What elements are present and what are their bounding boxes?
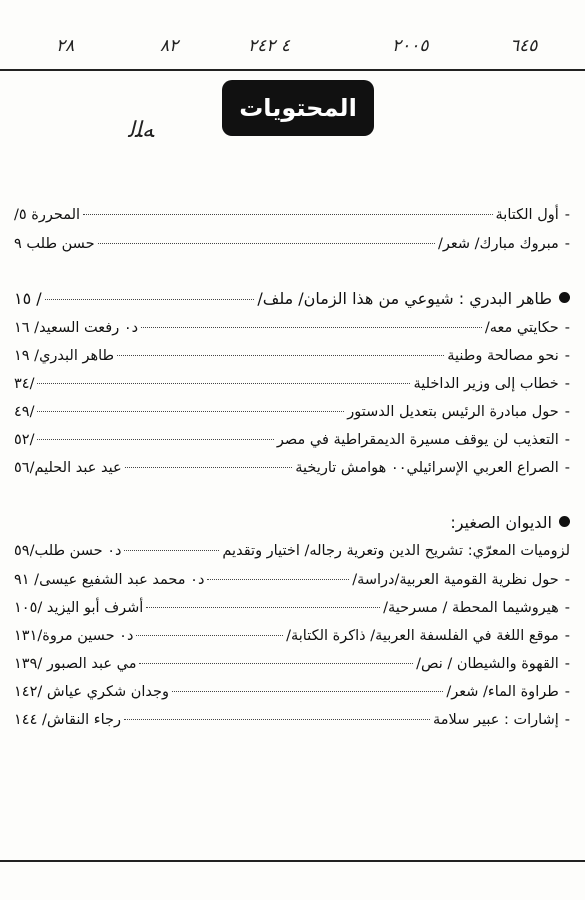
entry-page: حسن طلب ٩	[14, 236, 95, 252]
dot-leader	[125, 467, 293, 468]
handwritten-note-year: ٢٠٠٥	[392, 36, 429, 56]
toc-entry	[14, 374, 570, 394]
entry-page: أشرف أبو اليزيد /١٠٥	[14, 600, 144, 616]
entry-page: مي عبد الصبور /١٣٩	[14, 656, 137, 672]
bullet-icon	[559, 516, 570, 527]
toc-entry	[14, 598, 570, 618]
toc-entry	[14, 205, 570, 225]
entry-page: رجاء النقاش/ ١٤٤	[14, 712, 121, 728]
entry-page: /٣٤	[14, 376, 35, 392]
entry-bullet: -	[564, 320, 570, 336]
section-page: / ١٥	[14, 289, 42, 308]
bottom-rule	[0, 860, 585, 862]
entry-title: حول نظرية القومية العربية/دراسة/	[352, 572, 559, 588]
toc-entry	[14, 654, 570, 674]
toc-entry	[14, 458, 570, 478]
entry-page: د٠ حسن طلب/٥٩	[14, 543, 122, 559]
dot-leader	[146, 607, 380, 608]
entry-title: لزوميات المعرّي: تشريح الدين وتعرية رجاله/ اختيار وتقديم	[222, 543, 570, 559]
entry-bullet: -	[564, 348, 570, 364]
entry-bullet: -	[564, 572, 570, 588]
toc-entry	[14, 234, 570, 254]
entry-page: /٥٢	[14, 432, 35, 448]
top-rule	[0, 69, 585, 71]
entry-title: نحو مصالحة وطنية	[447, 348, 559, 364]
entry-page: د٠ محمد عبد الشفيع عيسى/ ٩١	[14, 572, 205, 588]
dot-leader	[139, 663, 413, 664]
entry-title: مبروك مبارك/ شعر/	[438, 236, 559, 252]
dot-leader	[83, 214, 492, 215]
entry-bullet: -	[564, 656, 570, 672]
toc-entry	[14, 402, 570, 422]
dot-leader	[124, 550, 219, 551]
entry-page: عيد عبد الحليم/٥٦	[14, 460, 122, 476]
entry-bullet: -	[564, 404, 570, 420]
entry-bullet: -	[564, 460, 570, 476]
section-heading	[14, 288, 570, 310]
section-title: طاهر البدري : شيوعي من هذا الزمان/ ملف/	[257, 289, 552, 308]
dot-leader	[37, 439, 273, 440]
entry-title: أول الكتابة	[495, 207, 559, 223]
entry-title: طراوة الماء/ شعر/	[446, 684, 559, 700]
entry-title: حكايتي معه/	[484, 320, 559, 336]
entry-bullet: -	[564, 628, 570, 644]
entry-title: خطاب إلى وزير الداخلية	[413, 376, 559, 392]
entry-bullet: -	[564, 376, 570, 392]
toc-entry	[14, 318, 570, 338]
toc-entry	[14, 626, 570, 646]
entry-title: الصراع العربي الإسرائيلي٠٠ هوامش تاريخية	[295, 460, 559, 476]
toc-entry	[14, 541, 570, 561]
dot-leader	[45, 299, 255, 300]
entry-bullet: -	[564, 207, 570, 223]
toc-entry	[14, 682, 570, 702]
entry-page: طاهر البدري/ ١٩	[14, 348, 115, 364]
toc-entry	[14, 710, 570, 730]
entry-bullet: -	[564, 684, 570, 700]
entry-bullet: -	[564, 432, 570, 448]
entry-title: حول مبادرة الرئيس بتعديل الدستور	[347, 404, 559, 420]
dot-leader	[172, 691, 443, 692]
dot-leader	[207, 579, 349, 580]
entry-bullet: -	[564, 600, 570, 616]
entry-page: د٠ رفعت السعيد/ ١٦	[14, 320, 139, 336]
handwritten-note-count: ٢٨	[56, 36, 75, 56]
entry-bullet: -	[564, 236, 570, 252]
dot-leader	[141, 327, 482, 328]
entry-title: هيروشيما المحطة / مسرحية/	[383, 600, 559, 616]
entry-title: القهوة والشيطان / نص/	[416, 656, 559, 672]
title-box	[222, 80, 374, 136]
bullet-icon	[559, 292, 570, 303]
toc-entry	[14, 570, 570, 590]
toc-entry	[14, 346, 570, 366]
page-title: المحتويات	[239, 94, 357, 122]
entry-page: /٤٩	[14, 404, 35, 420]
dot-leader	[124, 719, 430, 720]
entry-page: د٠ حسين مروة/١٣١	[14, 628, 134, 644]
entry-title: موقع اللغة في الفلسفة العربية/ ذاكرة الكتابة/	[286, 628, 559, 644]
section-heading	[14, 512, 570, 534]
handwritten-note-code: ٤ ٢٤٢	[248, 36, 290, 56]
handwritten-note-id: ٦٤٥	[510, 36, 538, 56]
dot-leader	[98, 243, 435, 244]
entry-page: وجدان شكري عياش /١٤٢	[14, 684, 169, 700]
margin-scribble: ﻪﻠﻟ	[128, 118, 154, 143]
dot-leader	[37, 411, 344, 412]
handwritten-note-number: ٨٢	[160, 36, 179, 56]
entry-page: المحررة ٥/	[14, 207, 81, 223]
entry-bullet: -	[564, 712, 570, 728]
entry-title: التعذيب لن يوقف مسيرة الديمقراطية في مصر	[276, 432, 559, 448]
dot-leader	[117, 355, 444, 356]
entry-title: إشارات : عبير سلامة	[433, 712, 559, 728]
dot-leader	[37, 383, 410, 384]
section-title: الديوان الصغير:	[450, 513, 552, 532]
dot-leader	[136, 635, 283, 636]
toc-entry	[14, 430, 570, 450]
